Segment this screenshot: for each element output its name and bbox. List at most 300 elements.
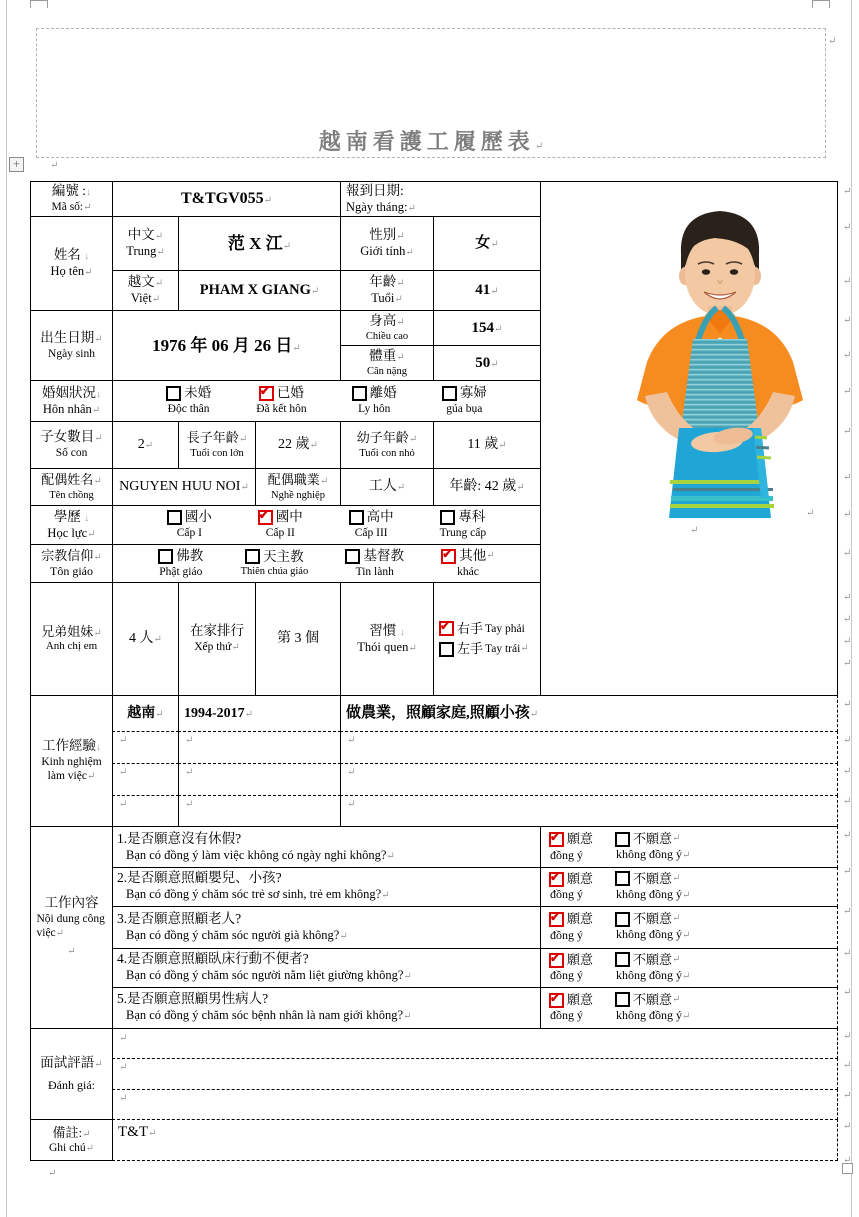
paragraph-mark-icon: ↵	[843, 614, 852, 625]
paragraph-mark-icon	[94, 433, 102, 444]
spouse-label	[30, 468, 113, 506]
question-4-zh: 4.是否願意照顧臥床行動不便者?	[117, 951, 309, 967]
spouse-occupation-value	[340, 468, 434, 506]
religion-option-label-zh: 其他	[459, 547, 487, 563]
question-4	[112, 948, 541, 988]
vietnamese-name-label-zh: 越文 ↵	[128, 274, 163, 291]
religion-option-christian	[345, 548, 404, 579]
paragraph-mark-icon	[682, 890, 690, 901]
paragraph-mark-icon	[396, 352, 404, 363]
paragraph-mark-icon: ↵	[843, 592, 852, 603]
paragraph-mark-icon	[535, 141, 543, 152]
answer-4-agree	[549, 952, 593, 983]
education-option-primary	[167, 509, 212, 540]
paragraph-mark-icon	[93, 628, 101, 639]
siblings-label	[30, 582, 113, 696]
id-number-label-vi: Mã số: ↵	[51, 200, 91, 215]
work-content-label	[30, 826, 113, 1029]
paragraph-mark-icon	[409, 434, 417, 445]
disagree-label-zh: 不願意	[633, 991, 673, 1007]
work-exp-label-vi: Kinh nghiệm làm việc ↵	[34, 755, 110, 784]
paragraph-mark-icon: ↵	[50, 160, 59, 171]
age-text: 41 ↵	[475, 281, 498, 300]
checkbox-disagree[interactable]	[615, 912, 630, 927]
education-option-label-vi: Trung cấp	[439, 527, 487, 540]
paragraph-mark-icon	[672, 913, 680, 926]
religion-option-label-zh: 佛教	[176, 547, 204, 563]
children-count	[112, 421, 179, 469]
vietnamese-name-label-vi: Việt ↵	[131, 291, 160, 307]
margin-crop-mark-right-icon	[812, 0, 830, 8]
spouse-age-text: 年齡: 42 歲 ↵	[449, 478, 524, 496]
agree-label-zh: 願意	[567, 911, 594, 927]
vietnamese-name-label	[112, 270, 179, 311]
checkbox-buddhism[interactable]	[158, 549, 173, 564]
paragraph-mark-icon	[672, 873, 680, 886]
paragraph-mark-icon: ↵	[843, 1090, 852, 1101]
paragraph-mark-icon	[119, 767, 127, 780]
checkbox-catholic[interactable]	[245, 549, 260, 564]
answer-2-agree	[549, 871, 593, 902]
paragraph-mark-icon: ↵	[843, 315, 852, 326]
paragraph-mark-icon	[119, 1062, 127, 1075]
marital-option-label-zh: 已婚	[276, 385, 304, 401]
paragraph-mark-icon	[119, 1033, 127, 1046]
paragraph-mark-icon: ↵	[843, 1060, 852, 1071]
religion-option-label-zh: 天主教	[263, 548, 304, 564]
education-option-label-vi: Cấp I	[176, 527, 202, 540]
agree-label-vi: đồng ý	[550, 968, 583, 983]
question-3-zh: 3.是否願意照顧老人?	[117, 910, 242, 926]
disagree-label-zh: 不願意	[633, 911, 673, 927]
paragraph-mark-icon	[156, 247, 164, 258]
marital-option-label-vi: Độc thân	[167, 403, 210, 416]
work-exp-place-1	[112, 695, 179, 732]
disagree-label-zh: 不願意	[633, 951, 673, 967]
habit-label-zh: 習慣 ↓	[369, 623, 404, 640]
paragraph-mark-icon: ↵	[843, 866, 852, 877]
work-exp-place-text: 越南 ↵	[127, 705, 163, 723]
paragraph-mark-icon	[530, 709, 538, 720]
paragraph-mark-icon	[396, 317, 404, 328]
religion-label	[30, 544, 113, 583]
birthdate-label-zh: 出生日期 ↵	[40, 330, 102, 347]
paragraph-mark-icon	[347, 767, 355, 780]
eldest-age-text: 22 歲 ↵	[278, 436, 318, 454]
disagree-label-vi: không đồng ý ↵	[615, 968, 690, 984]
agree-label-vi: đồng ý	[550, 847, 583, 862]
line-break-mark-icon	[86, 187, 91, 198]
marital-option-label-zh: 未婚	[184, 385, 212, 401]
marital-option-divorced	[352, 385, 397, 416]
work-exp-desc-1	[340, 695, 838, 732]
siblings-label-vi: Anh chị em	[45, 640, 98, 653]
habit-label-vi: Thói quen ↵	[357, 640, 416, 656]
spouse-age-value	[433, 468, 541, 506]
paragraph-mark-icon	[403, 1011, 411, 1022]
work-exp-label	[30, 695, 113, 827]
weight-label	[340, 345, 434, 381]
education-option-label-zh: 專科	[458, 509, 486, 525]
paragraph-mark-icon	[145, 440, 153, 451]
paragraph-mark-icon	[87, 529, 95, 540]
paragraph-mark-icon	[397, 482, 405, 493]
birthdate-label	[30, 310, 113, 381]
paragraph-mark-icon	[403, 971, 411, 982]
paragraph-mark-icon	[311, 286, 319, 297]
paragraph-mark-icon: ↵	[843, 830, 852, 841]
siblings-label-zh: 兄弟姐妹 ↵	[41, 624, 101, 641]
eldest-label	[178, 421, 256, 469]
checkbox-married-checked[interactable]	[259, 386, 274, 401]
paragraph-mark-icon	[520, 643, 528, 656]
checkbox-primary[interactable]	[167, 510, 182, 525]
chinese-name-value	[178, 216, 341, 271]
education-label	[30, 505, 113, 545]
paragraph-mark-icon: ↵	[48, 1168, 57, 1179]
checkbox-disagree[interactable]	[615, 871, 630, 886]
paragraph-mark-icon	[283, 241, 291, 252]
answer-5-disagree	[615, 992, 690, 1024]
paragraph-mark-icon	[240, 482, 248, 493]
answer-2	[540, 867, 838, 907]
paragraph-mark-icon	[310, 440, 318, 451]
paragraph-mark-icon: ↵	[843, 186, 852, 197]
paragraph-mark-icon	[93, 476, 101, 487]
checkbox-divorced[interactable]	[352, 386, 367, 401]
sex-label-vi: Giới tính ↵	[360, 244, 414, 260]
line-break-mark-icon	[84, 513, 89, 524]
answer-1-agree	[549, 831, 593, 862]
paragraph-mark-icon	[155, 231, 163, 242]
page-left-edge	[6, 0, 7, 1217]
rank-label	[178, 582, 256, 696]
name-label-zh: 姓名 ↓	[54, 247, 89, 264]
checkbox-disagree[interactable]	[615, 992, 630, 1007]
paragraph-mark-icon	[486, 550, 494, 563]
spouse-occupation-text: 工人 ↵	[369, 478, 405, 496]
paragraph-mark-icon: ↵	[843, 222, 852, 233]
paragraph-mark-icon	[93, 552, 101, 563]
paragraph-mark-icon	[320, 476, 328, 487]
height-value	[433, 310, 541, 346]
marital-options	[112, 380, 541, 422]
checkbox-other-checked[interactable]	[441, 549, 456, 564]
spouse-occupation-label-zh: 配偶職業 ↵	[268, 472, 328, 489]
marital-option-label-vi: gúa bụa	[446, 403, 483, 416]
checkbox-senior[interactable]	[349, 510, 364, 525]
work-exp-desc-2	[340, 731, 838, 764]
eldest-label-vi: Tuổi con lớn	[190, 447, 244, 459]
marital-label	[30, 380, 113, 422]
paragraph-mark-icon	[396, 278, 404, 289]
age-label-zh: 年齡 ↵	[369, 274, 404, 291]
question-1-zh: 1.是否願意沒有休假?	[117, 830, 242, 846]
weight-text: 50 ↵	[475, 354, 498, 373]
education-label-vi: Học lực ↵	[47, 526, 95, 542]
paragraph-mark-icon: ↵	[843, 276, 852, 287]
habit-label	[340, 582, 434, 696]
spouse-label-zh: 配偶姓名 ↵	[41, 472, 101, 489]
id-number-label	[30, 181, 113, 217]
checkbox-junior-checked[interactable]	[258, 510, 273, 525]
paragraph-mark-icon	[92, 405, 100, 416]
education-option-label-zh: 高中	[366, 509, 394, 525]
weight-value	[433, 345, 541, 381]
question-3-vi: Bạn có đồng ý chăm sóc người già không? ↵	[117, 928, 348, 944]
spouse-occupation-label	[255, 468, 341, 506]
paragraph-mark-icon	[56, 928, 64, 939]
religion-option-label-vi: Tin lành	[355, 565, 394, 578]
paragraph-mark-icon	[185, 799, 193, 812]
paragraph-mark-icon	[264, 195, 272, 206]
paragraph-mark-icon	[682, 1011, 690, 1022]
evaluation-line-3	[112, 1089, 838, 1120]
religion-option-catholic	[241, 549, 309, 579]
paragraph-mark-icon	[245, 709, 253, 720]
disagree-label-vi: không đồng ý ↵	[615, 927, 690, 943]
agree-label-zh: 願意	[567, 991, 594, 1007]
notes-label-zh: 備註: ↵	[52, 1125, 90, 1142]
checkbox-widowed[interactable]	[442, 386, 457, 401]
paragraph-mark-icon	[672, 833, 680, 846]
vietnamese-name-text: PHAM X GIANG ↵	[200, 281, 320, 299]
notes-text: T&T ↵	[118, 1123, 156, 1142]
paragraph-mark-icon: ↵	[843, 735, 852, 746]
line-break-mark-icon	[84, 251, 89, 262]
paragraph-mark-icon	[82, 1129, 90, 1140]
line-break-mark-icon	[96, 389, 101, 400]
disagree-label-zh: 不願意	[633, 831, 673, 847]
name-label	[30, 216, 113, 311]
paragraph-mark-icon	[86, 1143, 94, 1154]
sex-value	[433, 216, 541, 271]
height-label-zh: 身高 ↵	[369, 313, 404, 330]
paragraph-mark-icon	[682, 930, 690, 941]
report-date-cell	[340, 181, 541, 217]
chinese-name-label-vi: Trung ↵	[126, 244, 165, 260]
marital-option-label-zh: 離婚	[369, 385, 397, 401]
paragraph-mark-icon	[516, 482, 524, 493]
paragraph-mark-icon	[155, 278, 163, 289]
notes-label-vi: Ghi chú ↵	[49, 1141, 94, 1156]
answer-3-agree	[549, 911, 593, 942]
question-4-vi: Bạn có đồng ý chăm sóc người nằm liệt giường không? ↵	[117, 968, 412, 984]
agree-label-vi: đồng ý	[550, 1008, 583, 1023]
checkbox-agree-checked[interactable]	[549, 953, 564, 968]
education-option-junior	[258, 509, 303, 540]
paragraph-mark-icon: ↵	[843, 548, 852, 559]
age-label-vi: Tuổi ↵	[371, 291, 403, 307]
table-move-handle-icon[interactable]	[9, 157, 24, 172]
paragraph-mark-icon	[185, 767, 193, 780]
spouse-label-vi: Tên chồng	[49, 489, 94, 501]
checkbox-right-hand-checked[interactable]	[439, 621, 454, 636]
paragraph-mark-icon	[682, 850, 690, 861]
education-option-label-vi: Cấp III	[354, 527, 388, 540]
paragraph-mark-icon: ↵	[843, 426, 852, 437]
report-date-label-vi: Ngày tháng: ↵	[346, 200, 416, 216]
sex-label-zh: 性別 ↵	[369, 227, 404, 244]
evaluation-label	[30, 1028, 113, 1120]
habit-options	[433, 582, 541, 696]
education-option-college	[440, 509, 487, 540]
height-label-vi: Chiều cao	[365, 330, 409, 342]
birthdate-text: 1976 年 06 月 26 日 ↵	[152, 335, 301, 356]
work-exp-place-3	[112, 763, 179, 796]
weight-label-vi: Cân nặng	[367, 365, 407, 377]
evaluation-line-1	[112, 1028, 838, 1059]
evaluation-label-vi: Đánh giá:	[48, 1077, 95, 1092]
work-exp-period-3	[178, 763, 341, 796]
question-2-vi: Bạn có đồng ý chăm sóc trẻ sơ sinh, trẻ em không? ↵	[117, 887, 390, 903]
religion-option-label-zh: 基督教	[363, 547, 404, 563]
paragraph-mark-icon: ↵	[843, 699, 852, 710]
paragraph-mark-icon	[396, 231, 404, 242]
paragraph-mark-icon	[154, 634, 162, 645]
work-exp-period-text: 1994-2017 ↵	[184, 705, 253, 723]
habit-option-label-zh: 左手	[457, 641, 484, 656]
religion-option-other	[441, 548, 494, 579]
checkbox-disagree[interactable]	[615, 952, 630, 967]
line-break-mark-icon	[96, 742, 101, 753]
age-label	[340, 270, 434, 311]
children-label	[30, 421, 113, 469]
habit-option-label-vi: Tay phải	[485, 622, 525, 635]
paragraph-mark-icon	[119, 1093, 127, 1106]
agree-label-zh: 願意	[567, 870, 594, 886]
youngest-label-zh: 幼子年齡 ↵	[357, 430, 417, 447]
paragraph-mark-icon: ↵	[843, 636, 852, 647]
eldest-value	[255, 421, 341, 469]
paragraph-mark-icon	[119, 799, 127, 812]
marital-option-label-zh: 寡婦	[459, 385, 487, 401]
paragraph-mark-icon	[672, 954, 680, 967]
paragraph-mark-icon	[87, 771, 95, 782]
weight-label-zh: 體重 ↵	[369, 348, 404, 365]
religion-option-label-vi: Phật giáo	[159, 565, 203, 578]
sex-label	[340, 216, 434, 271]
report-date-label-zh: 報到日期:	[346, 182, 404, 198]
margin-crop-mark-left-icon	[30, 0, 48, 8]
rank-label-vi: Xếp thứ ↵	[194, 640, 240, 655]
checkbox-single[interactable]	[166, 386, 181, 401]
paragraph-mark-icon	[67, 946, 75, 957]
checkbox-disagree[interactable]	[615, 832, 630, 847]
birthdate-value	[112, 310, 341, 381]
paragraph-mark-icon	[490, 239, 498, 250]
work-exp-place-4	[112, 795, 179, 827]
rank-label-zh: 在家排行	[190, 623, 244, 639]
paragraph-mark-icon	[498, 440, 506, 451]
disagree-label-vi: không đồng ý ↵	[615, 847, 690, 863]
birthdate-label-vi: Ngày sinh	[48, 347, 95, 360]
work-exp-period-4	[178, 795, 341, 827]
answer-1-disagree	[615, 831, 690, 863]
paragraph-mark-icon	[155, 709, 163, 720]
paragraph-mark-icon: ↵	[843, 948, 852, 959]
disagree-label-vi: không đồng ý ↵	[615, 887, 690, 903]
paragraph-mark-icon	[381, 890, 389, 901]
paragraph-mark-icon	[94, 334, 102, 345]
answer-1	[540, 826, 838, 868]
question-2	[112, 867, 541, 907]
paragraph-mark-icon	[148, 1128, 156, 1139]
checkbox-agree-checked[interactable]	[549, 912, 564, 927]
agree-label-zh: 願意	[567, 951, 594, 967]
paragraph-mark-icon	[83, 202, 91, 213]
paragraph-mark-icon: ↵	[806, 508, 815, 519]
id-number-label-zh: 編號 : ↓	[52, 183, 91, 200]
paragraph-mark-icon	[490, 359, 498, 370]
evaluation-line-2	[112, 1058, 838, 1090]
work-exp-desc-3	[340, 763, 838, 796]
question-5-zh: 5.是否願意照顧男性病人?	[117, 991, 269, 1007]
paragraph-mark-icon	[119, 735, 127, 748]
marital-label-vi: Hôn nhân ↵	[43, 402, 100, 418]
work-exp-period-2	[178, 731, 341, 764]
paragraph-mark-icon: ↵	[843, 658, 852, 669]
agree-label-zh: 願意	[567, 831, 594, 847]
notes-label	[30, 1119, 113, 1161]
marital-option-single	[166, 385, 211, 416]
checkbox-left-hand[interactable]	[439, 642, 454, 657]
paragraph-mark-icon	[239, 434, 247, 445]
age-value	[433, 270, 541, 311]
children-label-vi: Số con	[55, 447, 88, 460]
paragraph-mark-icon	[339, 931, 347, 942]
question-2-zh: 2.是否願意照顧嬰兒、小孩?	[117, 870, 282, 886]
paragraph-mark-icon: ↵	[843, 1121, 852, 1132]
work-exp-place-2	[112, 731, 179, 764]
paragraph-mark-icon	[490, 286, 498, 297]
education-options	[112, 505, 541, 545]
checkbox-agree-checked[interactable]	[549, 872, 564, 887]
religion-label-vi: Tôn giáo	[50, 564, 93, 579]
checkbox-agree-checked[interactable]	[549, 993, 564, 1008]
chinese-name-text: 范 X 江 ↵	[228, 233, 291, 254]
children-count-text: 2 ↵	[138, 436, 153, 454]
question-5	[112, 987, 541, 1029]
answer-5	[540, 987, 838, 1029]
answer-3-disagree	[615, 911, 690, 943]
habit-option-left-hand	[439, 641, 529, 657]
chinese-name-label-zh: 中文 ↵	[128, 227, 163, 244]
question-5-vi: Bạn có đồng ý chăm sóc bệnh nhân là nam giới không? ↵	[117, 1008, 411, 1024]
paragraph-mark-icon: ↵	[843, 766, 852, 777]
habit-option-right-hand	[439, 621, 525, 637]
spouse-occupation-label-vi: Nghề nghiệp	[271, 489, 325, 501]
paragraph-mark-icon	[405, 247, 413, 258]
checkbox-agree-checked[interactable]	[549, 832, 564, 847]
checkbox-college[interactable]	[440, 510, 455, 525]
sex-text: 女 ↵	[475, 234, 498, 253]
paragraph-mark-icon	[292, 343, 300, 354]
religion-option-label-vi: khác	[457, 565, 479, 578]
religion-label-zh: 宗教信仰 ↵	[41, 548, 101, 565]
paragraph-mark-icon	[185, 735, 193, 748]
id-number-text: T&TGV055 ↵	[181, 189, 272, 209]
rank-value	[255, 582, 341, 696]
paragraph-mark-icon	[386, 851, 394, 862]
work-exp-label-zh: 工作經驗 ↓	[42, 738, 101, 755]
education-option-senior	[349, 509, 394, 540]
marital-option-label-vi: Đã kết hôn	[256, 403, 307, 416]
paragraph-mark-icon: ↵	[843, 987, 852, 998]
checkbox-christian[interactable]	[345, 549, 360, 564]
answer-4	[540, 948, 838, 988]
paragraph-mark-icon	[231, 642, 239, 653]
